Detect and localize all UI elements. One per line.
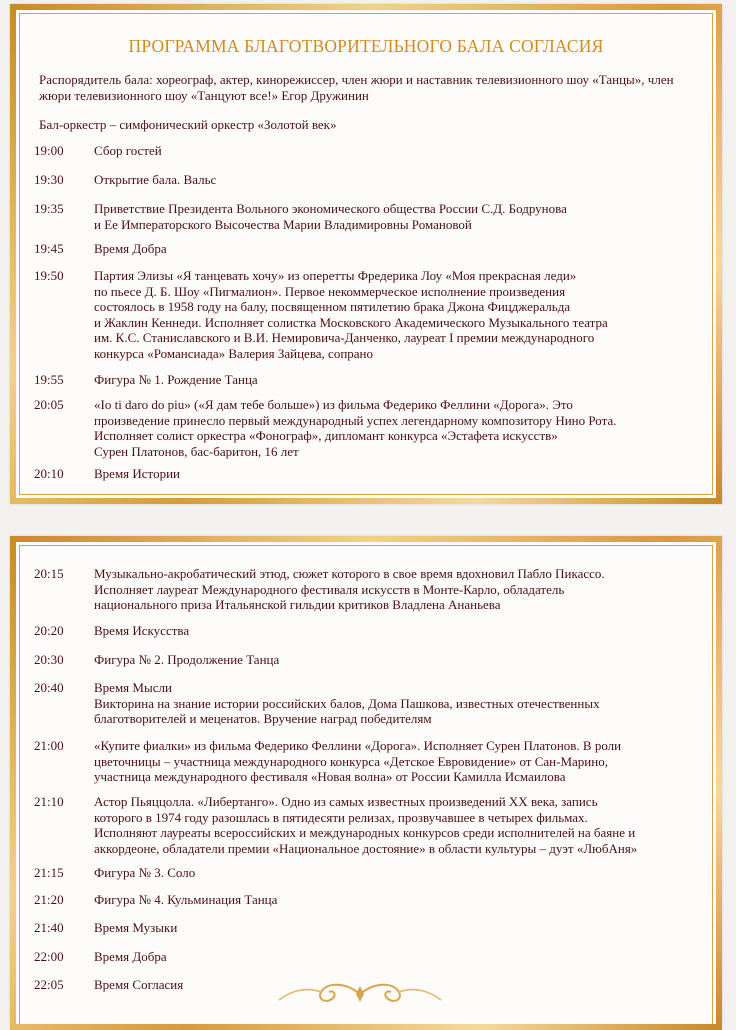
- schedule-text: Сбор гостей: [94, 143, 162, 158]
- schedule-time: 20:05: [34, 397, 64, 412]
- schedule-text: Музыкально-акробатический этюд, сюжет которого в свое время вдохновил Пабло Пикассо. Исполняет лауреат Международного фестиваля искусств в Монте-Карло, обладатель национального приза Итальянской гильдии критиков Владлена Ананьева: [94, 566, 605, 612]
- schedule-text: Время Добра: [94, 949, 167, 964]
- schedule-time: 19:00: [34, 143, 64, 158]
- gold-flourish-ornament-icon: [275, 980, 445, 1008]
- schedule-time: 19:45: [34, 241, 64, 256]
- schedule-time: 19:35: [34, 201, 64, 216]
- schedule-text: Время Мысли Викторина на знание истории российских балов, Дома Пашкова, известных отечественных благотворителей и меценатов. Вручение наград победителям: [94, 680, 600, 726]
- schedule-text: Открытие бала. Вальс: [94, 172, 217, 187]
- schedule-text: Фигура № 3. Соло: [94, 865, 196, 880]
- schedule-text: Время Искусства: [94, 623, 190, 638]
- schedule-time: 21:40: [34, 920, 64, 935]
- schedule-text: «Io ti daro do piu» («Я дам тебе больше») из фильма Федерико Феллини «Дорога». Это произведение принесло первый международный успех легендарному композитору Нино Рота. Исполняет солист оркестра «Фонограф», дипломант конкурса «Эстафета искусств» Сурен Платонов, бас-баритон, 16 лет: [94, 397, 617, 459]
- schedule-time: 22:05: [34, 977, 64, 992]
- schedule-text: Время Музыки: [94, 920, 178, 935]
- schedule-text: «Купите фиалки» из фильма Федерико Феллини «Дорога». Исполняет Сурен Платонов. В роли цветочницы – участница международного конкурса «Детское Евровидение» от Сан-Марино, участница международного фестиваля «Новая волна» от России Камилла Исмаилова: [94, 738, 622, 784]
- schedule-text: Приветствие Президента Вольного экономического общества России С.Д. Бодрунова и Ее Императорского Высочества Марии Владимировны Романовой: [94, 201, 567, 232]
- schedule-time: 21:15: [34, 865, 64, 880]
- schedule-time: 20:40: [34, 680, 64, 695]
- program-title: ПРОГРАММА БЛАГОТВОРИТЕЛЬНОГО БАЛА СОГЛАСИЯ: [128, 36, 604, 56]
- schedule-time: 20:20: [34, 623, 64, 638]
- program-sheet-bottom: [10, 536, 722, 1024]
- schedule-time: 22:00: [34, 949, 64, 964]
- schedule-time: 19:30: [34, 172, 64, 187]
- schedule-text: Астор Пьяццолла. «Либертанго». Одно из самых известных произведений XX века, запись которого в 1974 году разошлась в пятидесяти релизах, прозвучавшее в четырех фильмах. Исполняют лауреаты всероссийских и международных конкурсов среди исполнителей на баяне и аккордеоне, обладатели премии «Национальное достояние» в области культуры – дуэт «ЛюбАня»: [94, 794, 638, 856]
- schedule-text: Фигура № 1. Рождение Танца: [94, 372, 258, 387]
- schedule-time: 19:50: [34, 268, 64, 283]
- schedule-text: Время Истории: [94, 466, 180, 481]
- schedule-time: 20:30: [34, 652, 64, 667]
- schedule-time: 20:10: [34, 466, 64, 481]
- program-sheet-top: [10, 4, 722, 504]
- schedule-time: 21:00: [34, 738, 64, 753]
- schedule-time: 21:20: [34, 892, 64, 907]
- orchestra-info: Бал-оркестр – симфонический оркестр «Золотой век»: [39, 117, 337, 132]
- schedule-time: 20:15: [34, 566, 64, 581]
- schedule-text: Партия Элизы «Я танцевать хочу» из оперетты Фредерика Лоу «Моя прекрасная леди» по пьесе Д. Б. Шоу «Пигмалион». Первое некоммерческое исполнение произведения состоялось в 1958 году на балу, посвященном пятилетию брака Джона Фицджеральда и Жаклин Кеннеди. Исполняет солистка Московского Академического Музыкального театра им. К.С. Станиславского и В.И. Немировича-Данченко, лауреат I премии международного конкурса «Романсиада» Валерия Зайцева, сопрано: [94, 268, 608, 361]
- schedule-time: 19:55: [34, 372, 64, 387]
- schedule-text: Фигура № 2. Продолжение Танца: [94, 652, 280, 667]
- host-info: Распорядитель бала: хореограф, актер, кинорежиссер, член жюри и наставник телевизионного шоу «Танцы», член жюри телевизионного шоу «Танцуют все!» Егор Дружинин: [39, 72, 674, 103]
- schedule-text: Время Добра: [94, 241, 167, 256]
- schedule-text: Время Согласия: [94, 977, 184, 992]
- schedule-text: Фигура № 4. Кульминация Танца: [94, 892, 278, 907]
- schedule-time: 21:10: [34, 794, 64, 809]
